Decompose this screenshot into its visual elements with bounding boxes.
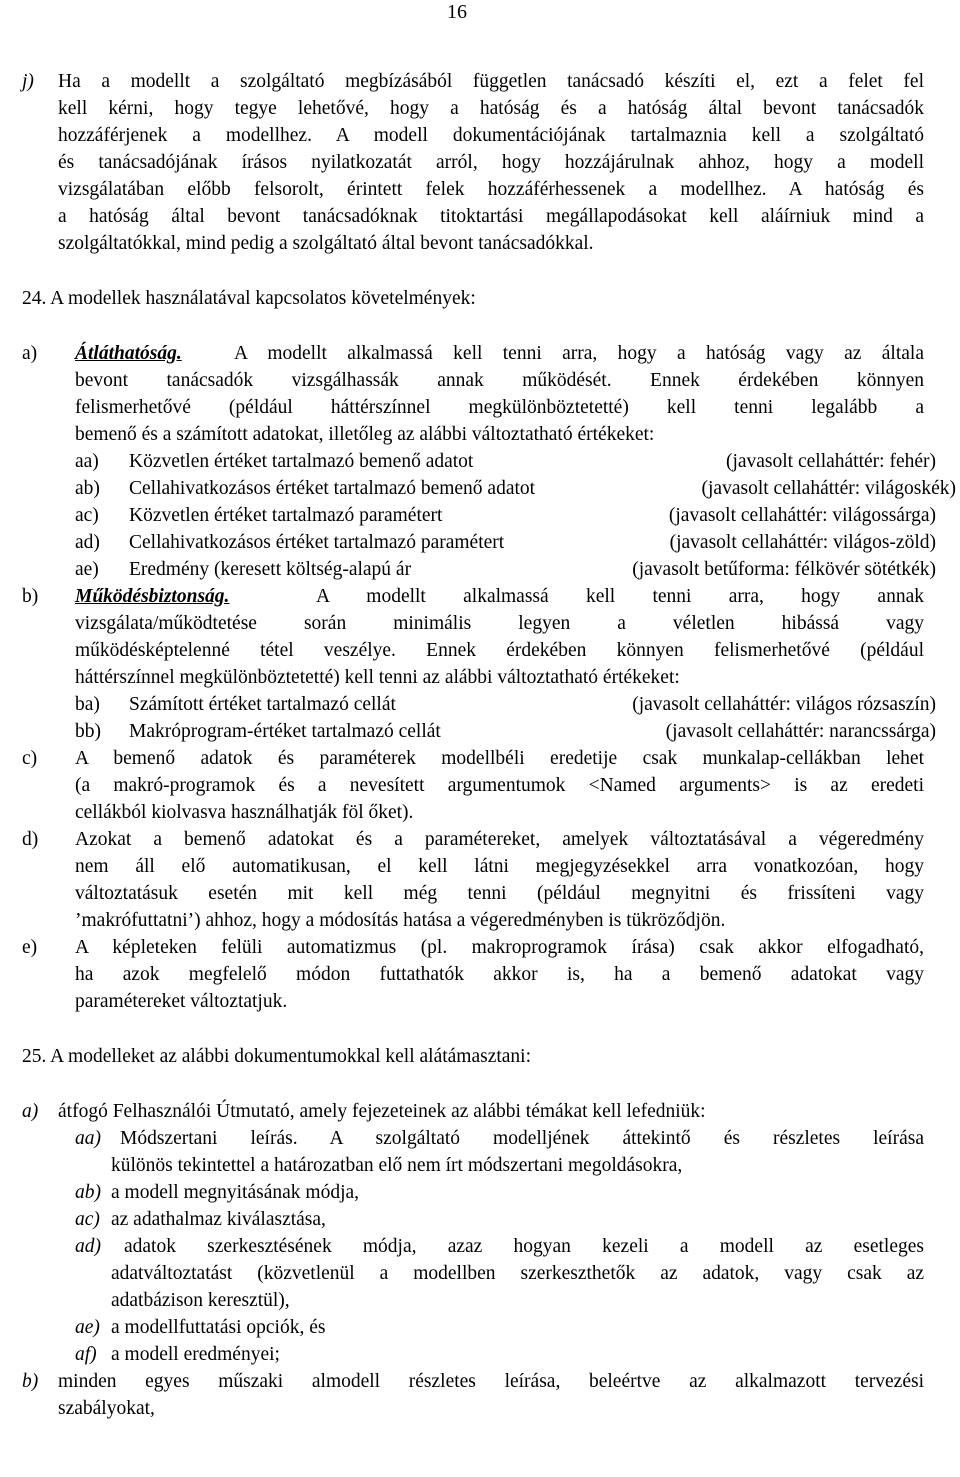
item-24e-line-3: paramétereket változtatjuk. <box>75 991 288 1012</box>
subitem-label-25af: af) <box>75 1344 97 1365</box>
paragraph-j-line-6: a hatóság által bevont tanácsadóknak titoktartási megállapodásokat kell aláírniuk mind a <box>58 206 924 227</box>
item-24c-line-2: (a makró-programok és a nevesített argumentumok <Named arguments> is az eredeti <box>75 775 924 796</box>
item-24a-title: Átláthatóság. <box>75 343 182 364</box>
item-label-25a: a) <box>22 1101 39 1122</box>
subitem-label-25ab: ab) <box>75 1182 101 1203</box>
subitem-label-bb: bb) <box>75 721 101 742</box>
item-24c-line-3: cellákból kiolvasva használhatják föl őket). <box>75 802 414 823</box>
paragraph-j-line-2: kell kérni, hogy tegye lehetővé, hogy a hatóság és a hatóság által bevont tanácsadók <box>58 98 924 119</box>
page-number: 16 <box>447 1 467 23</box>
subitem-label-25aa: aa) <box>75 1128 101 1149</box>
subitem-25ac-text: az adathalmaz kiválasztása, <box>111 1209 326 1230</box>
paragraph-j-line-3: hozzáférjenek a modellhez. A modell dokumentációjának tartalmaznia kell a szolgáltató <box>58 125 924 146</box>
item-label-24e: e) <box>22 937 38 958</box>
subitem-ae-note: (javasolt betűforma: félkövér sötétkék) <box>632 559 936 580</box>
item-label-24a: a) <box>22 343 38 364</box>
subitem-ba-text: Számított értéket tartalmazó cellát <box>129 694 396 715</box>
subitem-25ad-line-3: adatbázison keresztül), <box>111 1290 290 1311</box>
subitem-label-25ad: ad) <box>75 1236 101 1257</box>
item-25b-line-1: minden egyes műszaki almodell részletes leírása, beleértve az alkalmazott tervezési <box>58 1371 924 1392</box>
item-label-24c: c) <box>22 748 38 769</box>
section-24-heading: 24. A modellek használatával kapcsolatos követelmények: <box>22 288 476 309</box>
subitem-ac-text: Közvetlen értéket tartalmazó paramétert <box>129 505 443 526</box>
item-24b-line-2: vizsgálata/működtetése során minimális legyen a véletlen hibássá vagy <box>75 613 924 634</box>
subitem-ac-note: (javasolt cellaháttér: világossárga) <box>668 505 936 526</box>
item-24d-line-4: ’makrófuttatni’) ahhoz, hogy a módosítás hatása a végeredményben is tükröződjön. <box>75 910 726 931</box>
subitem-ae-text: Eredmény (keresett költség-alapú ár <box>129 559 412 580</box>
item-24e-line-2: ha azok megfelelő módon futtathatók akkor is, ha a bemenő adatokat vagy <box>75 964 924 985</box>
item-24b-line-3: működésképtelenné tétel veszélye. Ennek érdekében könnyen felismerhetővé (például <box>75 640 924 661</box>
subitem-aa-text: Közvetlen értéket tartalmazó bemenő adatot <box>129 451 474 472</box>
item-label-24b: b) <box>22 586 39 607</box>
item-24e-line-1: A képleteken felüli automatizmus (pl. makroprogramok írása) csak akkor elfogadható, <box>75 937 924 958</box>
subitem-ab-text: Cellahivatkozásos értéket tartalmazó bemenő adatot <box>129 478 536 499</box>
subitem-25ab-text: a modell megnyitásának módja, <box>111 1182 360 1203</box>
subitem-label-ab: ab) <box>75 478 100 499</box>
item-24c-line-1: A bemenő adatok és paraméterek modellbéli eredetije csak munkalap-cellákban lehet <box>75 748 924 769</box>
item-24d-line-2: nem áll elő automatikusan, el kell látni megjegyzésekkel arra vonatkozóan, hogy <box>75 856 924 877</box>
subitem-label-ba: ba) <box>75 694 100 715</box>
subitem-ba-note: (javasolt cellaháttér: világos rózsaszín) <box>632 694 936 715</box>
item-label-24d: d) <box>22 829 39 850</box>
item-24b-line-4: háttérszínnel megkülönböztetetté) kell tenni az alábbi változtatható értékeket: <box>75 667 680 688</box>
item-24b-title: Működésbiztonság. <box>75 586 230 607</box>
item-25b-line-2: szabályokat, <box>58 1398 155 1419</box>
subitem-ab-note: (javasolt cellaháttér: világoskék) <box>701 478 956 499</box>
subitem-bb-note: (javasolt cellaháttér: narancssárga) <box>665 721 936 742</box>
subitem-25ad-line-2: adatváltoztatást (közvetlenül a modellben szerkeszthetők az adatok, vagy csak az <box>111 1263 924 1284</box>
subitem-label-ae: ae) <box>75 559 99 580</box>
item-24a-line-2: bevont tanácsadók vizsgálhassák annak működését. Ennek érdekében könnyen <box>75 370 924 391</box>
item-24b-line-1: A modellt alkalmassá kell tenni arra, hogy annak <box>316 586 924 607</box>
subitem-aa-note: (javasolt cellaháttér: fehér) <box>725 451 936 472</box>
section-25-heading: 25. A modelleket az alábbi dokumentumokkal kell alátámasztani: <box>22 1046 532 1067</box>
subitem-label-ad: ad) <box>75 532 100 553</box>
paragraph-j-line-4: és tanácsadójának írásos nyilatkozatát arról, hogy hozzájárulnak ahhoz, hogy a modell <box>58 152 924 173</box>
subitem-25aa-line-1: Módszertani leírás. A szolgáltató modelljének áttekintő és részletes leírása <box>120 1128 924 1149</box>
subitem-ad-text: Cellahivatkozásos értéket tartalmazó paramétert <box>129 532 505 553</box>
subitem-ad-note: (javasolt cellaháttér: világos-zöld) <box>669 532 936 553</box>
item-24d-line-1: Azokat a bemenő adatokat és a paramétereket, amelyek változtatásával a végeredmény <box>75 829 924 850</box>
item-label-25b: b) <box>22 1371 39 1392</box>
paragraph-j-line-5: vizsgálatában előbb felsorolt, érintett felek hozzáférhessenek a modellhez. A hatóság és <box>58 179 924 200</box>
subitem-25ae-text: a modellfuttatási opciók, és <box>111 1317 326 1338</box>
subitem-25ad-line-1: adatok szerkesztésének módja, azaz hogyan kezeli a modell az esetleges <box>124 1236 924 1257</box>
item-24a-line-4: bemenő és a számított adatokat, illetőleg az alábbi változtatható értékeket: <box>75 424 655 445</box>
paragraph-j-line-7: szolgáltatókkal, mind pedig a szolgáltató által bevont tanácsadókkal. <box>58 233 594 254</box>
subitem-25aa-line-2: különös tekintettel a határozatban elő nem írt módszertani megoldásokra, <box>111 1155 683 1176</box>
item-label-j: j) <box>22 71 34 92</box>
subitem-label-aa: aa) <box>75 451 99 472</box>
item-24d-line-3: változtatásuk esetén mit kell még tenni (például megnyitni és frissíteni vagy <box>75 883 924 904</box>
paragraph-j-line-1: Ha a modellt a szolgáltató megbízásából független tanácsadó készíti el, ezt a felet fel <box>58 71 924 92</box>
subitem-label-25ae: ae) <box>75 1317 100 1338</box>
subitem-bb-text: Makróprogram-értéket tartalmazó cellát <box>129 721 441 742</box>
item-25a-line-1: átfogó Felhasználói Útmutató, amely fejezeteinek az alábbi témákat kell lefedniük: <box>58 1101 706 1122</box>
item-24a-line-1: A modellt alkalmassá kell tenni arra, hogy a hatóság vagy az általa <box>234 343 924 364</box>
item-24a-line-3: felismerhetővé (például háttérszínnel megkülönböztetetté) kell tenni legalább a <box>75 397 924 418</box>
subitem-label-25ac: ac) <box>75 1209 100 1230</box>
subitem-25af-text: a modell eredményei; <box>111 1344 280 1365</box>
subitem-label-ac: ac) <box>75 505 99 526</box>
